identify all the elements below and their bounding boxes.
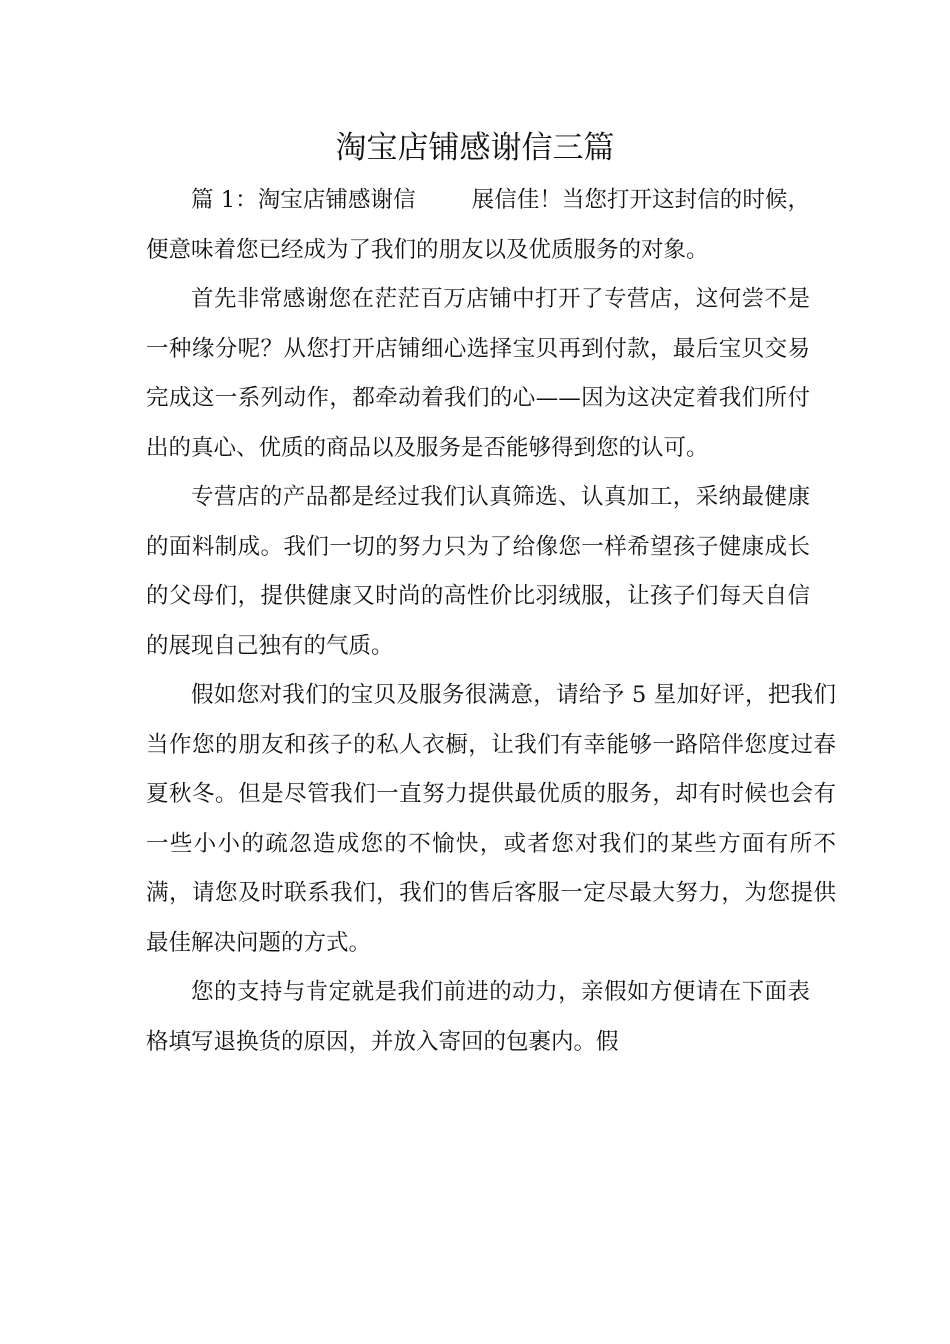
paragraph-2: 首先非常感谢您在茫茫百万店铺中打开了专营店，这何尝不是一种缘分呢？从您打开店铺细心选择宝贝再到付款，最后宝贝交易完成这一系列动作，都牵动着我们的心——因为这决定着我们所付出的真心、优质的商品以及服务是否能够得到您的认可。: [146, 286, 810, 461]
paragraph-4: 假如您对我们的宝贝及服务很满意，请给予 5 星加好评，把我们当作您的朋友和孩子的私人衣橱，让我们有幸能够一路陪伴您度过春夏秋冬。但是尽管我们一直努力提供最优质的服务，却有时候也会有一些小小的疏忽造成您的不愉快，或者您对我们的某些方面有所不满，请您及时联系我们，我们的售后客服一定尽最大努力，为您提供最佳解决问题的方式。: [146, 682, 836, 956]
document-title: 淘宝店铺感谢信三篇: [335, 130, 615, 166]
paragraph-3: 专营店的产品都是经过我们认真筛选、认真加工，采纳最健康的面料制成。我们一切的努力只为了给像您一样希望孩子健康成长的父母们，提供健康又时尚的高性价比羽绒服，让孩子们每天自信的展现自己独有的气质。: [146, 484, 810, 659]
section-label: 篇 1：淘宝店铺感谢信: [191, 187, 416, 213]
paragraph-1-text: 展信佳！当您打开这封信的时候，便意味着您已经成为了我们的朋友以及优质服务的对象。: [146, 187, 810, 263]
document-body: [146, 176, 836, 1067]
paragraph-5: 您的支持与肯定就是我们前进的动力，亲假如方便请在下面表格填写退换货的原因，并放入寄回的包裹内。假: [146, 979, 810, 1055]
paragraph-1: [146, 176, 810, 275]
